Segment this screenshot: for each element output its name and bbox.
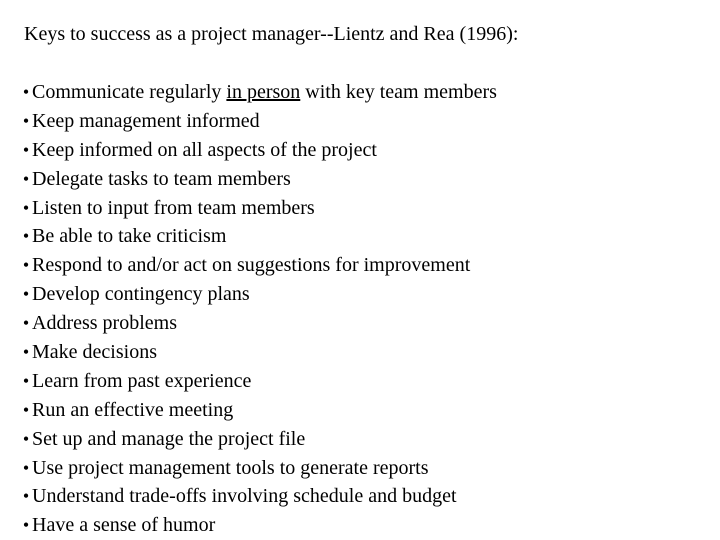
bullet-icon: • (22, 255, 30, 276)
list-item (20, 425, 497, 454)
bullet-icon: • (22, 168, 30, 189)
item-text: Run an effective meeting (32, 398, 234, 421)
list-item (20, 396, 497, 425)
item-text: Respond to and/or act on suggestions for improvement (32, 254, 471, 277)
list-item (20, 338, 497, 367)
list-item (20, 482, 497, 511)
item-text: Learn from past experience (32, 369, 252, 392)
item-text: Set up and manage the project file (32, 427, 306, 450)
keys-list (20, 78, 497, 540)
list-item (20, 511, 497, 540)
item-text: Have a sense of humor (32, 514, 216, 537)
list-item (20, 222, 497, 251)
item-text: Use project management tools to generate reports (32, 456, 429, 479)
bullet-icon: • (22, 226, 30, 247)
item-text: Understand trade-offs involving schedule and budget (32, 485, 457, 508)
item-text: Make decisions (32, 341, 157, 364)
bullet-icon: • (22, 284, 30, 305)
bullet-icon: • (22, 457, 30, 478)
item-text: Keep informed on all aspects of the project (32, 138, 377, 161)
bullet-icon: • (22, 139, 30, 160)
item-text: Develop contingency plans (32, 283, 250, 306)
item-text: Address problems (32, 312, 177, 335)
item-text: Delegate tasks to team members (32, 167, 291, 190)
list-item (20, 280, 497, 309)
bullet-icon: • (22, 342, 30, 363)
list-item (20, 107, 497, 136)
item-text: Keep management informed (32, 109, 260, 132)
bullet-icon: • (22, 197, 30, 218)
slide-title: Keys to success as a project manager--Lientz and Rea (1996): (24, 23, 519, 45)
item-text-after: with key team members (300, 81, 497, 103)
bullet-icon: • (22, 82, 30, 102)
list-item (20, 136, 497, 165)
list-item (20, 78, 497, 107)
list-item (20, 194, 497, 223)
bullet-icon: • (22, 399, 30, 420)
list-item (20, 454, 497, 483)
bullet-icon: • (22, 428, 30, 449)
item-text: Be able to take criticism (32, 225, 227, 248)
bullet-icon: • (22, 486, 30, 507)
bullet-icon: • (22, 515, 30, 536)
bullet-icon: • (22, 313, 30, 334)
list-item (20, 165, 497, 194)
bullet-icon: • (22, 370, 30, 391)
item-text: Listen to input from team members (32, 196, 315, 219)
item-text-before: Communicate regularly (32, 81, 227, 103)
bullet-icon: • (22, 110, 30, 131)
list-item (20, 309, 497, 338)
list-item (20, 251, 497, 280)
list-item (20, 367, 497, 396)
item-text-underlined: in person (226, 81, 301, 103)
